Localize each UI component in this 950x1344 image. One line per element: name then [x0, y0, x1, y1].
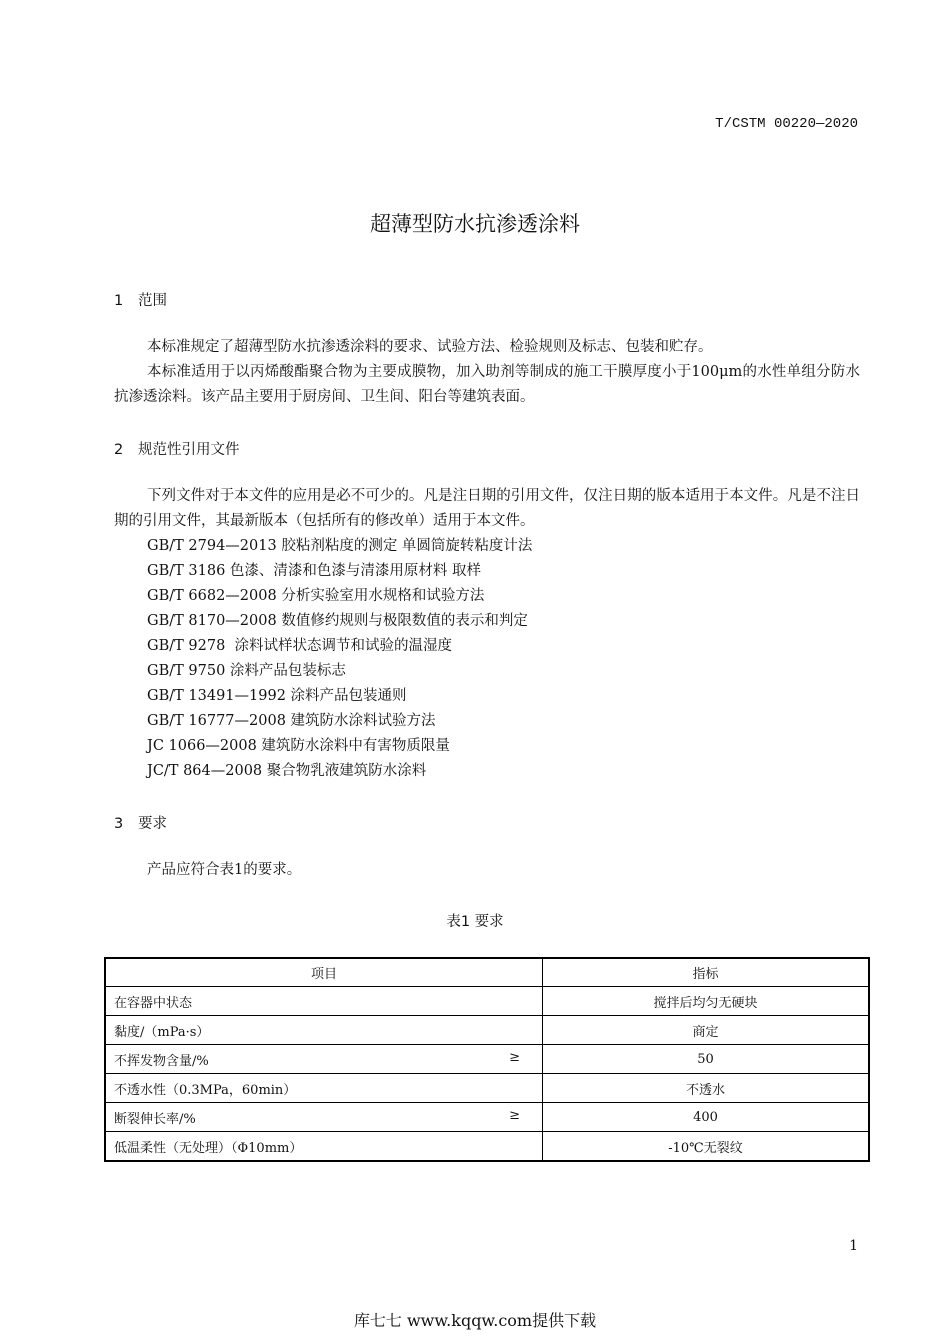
references-intro	[114, 484, 860, 534]
page-number: 1	[849, 1238, 858, 1254]
section-title: 范围	[138, 293, 167, 309]
reference-item: GB/T 2794—2013 胶粘剂粘度的测定 单圆筒旋转粘度计法	[147, 538, 533, 554]
reference-item: GB/T 16777—2008 建筑防水涂料试验方法	[147, 713, 436, 729]
row-item	[105, 1132, 543, 1162]
row-value: 不透水	[543, 1074, 870, 1103]
row-item	[105, 987, 543, 1016]
header-index: 指标	[543, 958, 870, 987]
row-value: -10℃无裂纹	[543, 1132, 870, 1162]
requirements-intro	[114, 858, 860, 883]
row-item	[105, 1045, 543, 1074]
reference-item: GB/T 6682—2008 分析实验室用水规格和试验方法	[147, 588, 485, 604]
reference-item: GB/T 13491—1992 涂料产品包装通则	[147, 688, 407, 704]
requirements-intro-text: 产品应符合表1的要求。	[147, 862, 302, 878]
reference-item: JC 1066—2008 建筑防水涂料中有害物质限量	[147, 738, 450, 754]
document-title: 超薄型防水抗渗透涂料	[370, 212, 580, 236]
section-title: 要求	[138, 816, 167, 832]
row-item-text: 黏度/（mPa·s）	[114, 1024, 210, 1040]
table-row	[105, 987, 869, 1016]
section-number: 1	[114, 293, 124, 309]
reference-item: GB/T 9750 涂料产品包装标志	[147, 663, 346, 679]
row-item-text: 断裂伸长率/%	[114, 1111, 196, 1127]
table-row	[105, 1045, 869, 1074]
row-item-text: 在容器中状态	[114, 995, 193, 1011]
table-row	[105, 1074, 869, 1103]
scope-paragraphs	[114, 335, 860, 410]
requirements-table	[104, 957, 870, 1162]
row-value: 400	[543, 1103, 870, 1132]
scope-paragraph-1: 本标准规定了超薄型防水抗渗透涂料的要求、试验方法、检验规则及标志、包装和贮存。	[147, 339, 713, 355]
reference-item: GB/T 8170—2008 数值修约规则与极限数值的表示和判定	[147, 613, 528, 629]
table-row	[105, 1016, 869, 1045]
row-symbol: ≥	[509, 1049, 520, 1065]
section-3-heading	[114, 812, 167, 833]
table-caption: 表1 要求	[446, 914, 504, 930]
reference-item: GB/T 3186 色漆、清漆和色漆与清漆用原材料 取样	[147, 563, 482, 579]
reference-item: JC/T 864—2008 聚合物乳液建筑防水涂料	[147, 763, 427, 779]
section-title: 规范性引用文件	[138, 442, 240, 458]
reference-list	[147, 534, 532, 784]
standard-code: T/CSTM 00220—2020	[715, 116, 858, 132]
table-header-row	[105, 958, 869, 987]
row-item-text: 低温柔性（无处理）（Φ10mm）	[114, 1140, 303, 1156]
references-intro-text: 下列文件对于本文件的应用是必不可少的。凡是注日期的引用文件，仅注日期的版本适用于本文件。凡是不注日期的引用文件，其最新版本（包括所有的修改单）适用于本文件。	[114, 488, 860, 529]
section-1-heading	[114, 289, 167, 310]
table-row	[105, 1132, 869, 1162]
row-value: 商定	[543, 1016, 870, 1045]
scope-paragraph-2: 本标准适用于以丙烯酸酯聚合物为主要成膜物，加入助剂等制成的施工干膜厚度小于100μm的水性单组分防水抗渗透涂料。该产品主要用于厨房间、卫生间、阳台等建筑表面。	[114, 364, 860, 405]
row-item-text: 不透水性（0.3MPa，60min）	[114, 1082, 297, 1098]
section-number: 3	[114, 816, 124, 832]
row-symbol: ≥	[509, 1107, 520, 1123]
section-number: 2	[114, 442, 124, 458]
row-item-text: 不挥发物含量/%	[114, 1053, 209, 1069]
reference-item: GB/T 9278 涂料试样状态调节和试验的温湿度	[147, 638, 453, 654]
row-value: 50	[543, 1045, 870, 1074]
row-item	[105, 1016, 543, 1045]
table-row	[105, 1103, 869, 1132]
download-footer: 库七七 www.kqqw.com提供下载	[353, 1311, 597, 1330]
header-item: 项目	[105, 958, 543, 987]
section-2-heading	[114, 438, 240, 459]
row-item	[105, 1074, 543, 1103]
row-item	[105, 1103, 543, 1132]
row-value: 搅拌后均匀无硬块	[543, 987, 870, 1016]
